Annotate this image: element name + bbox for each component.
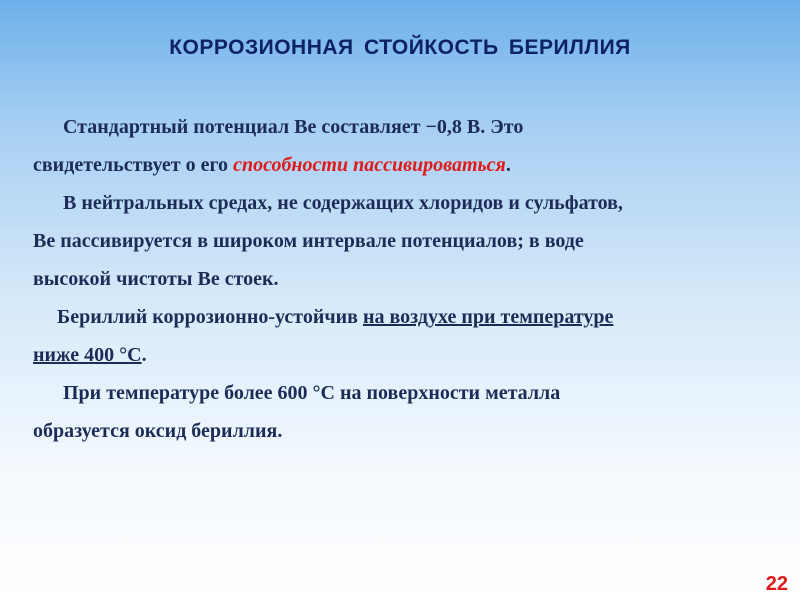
text-span: Be пассивируется в широком интервале потенциалов; в воде	[33, 230, 584, 252]
text-span: При температуре более 600 °С на поверхности металла	[63, 382, 561, 404]
underlined-text: на воздухе при температуре	[362, 306, 614, 328]
text-span: Стандартный потенциал Be составляет −0,8 В. Это	[63, 116, 524, 138]
slide-body	[33, 108, 753, 450]
text-span: образуется оксид бериллия.	[33, 420, 283, 442]
text-span: .	[505, 154, 511, 176]
paragraph-line	[33, 298, 753, 336]
paragraph-line	[33, 336, 753, 374]
text-span: высокой чистоты Be стоек.	[33, 268, 279, 290]
paragraph-neutral-media	[33, 184, 753, 298]
paragraph-air-resistance	[33, 298, 753, 374]
paragraph-line	[33, 222, 753, 260]
paragraph-line	[33, 260, 753, 298]
highlight-passivation: способности пассивироваться	[233, 154, 506, 176]
paragraph-line	[33, 184, 753, 222]
slide-title: КОРРОЗИОННАЯ СТОЙКОСТЬ БЕРИЛЛИЯ	[169, 36, 631, 59]
page-number: 22	[765, 573, 788, 595]
paragraph-line	[33, 412, 753, 450]
paragraph-line	[33, 108, 753, 146]
text-span: .	[141, 344, 147, 366]
paragraph-potential	[33, 108, 753, 184]
underlined-text: ниже 400 °С	[33, 344, 142, 366]
paragraph-oxide	[33, 374, 753, 450]
text-span: Бериллий коррозионно-устойчив	[57, 306, 363, 328]
text-span: свидетельствует о его	[33, 154, 234, 176]
text-span: В нейтральных средах, не содержащих хлоридов и сульфатов,	[63, 192, 623, 214]
paragraph-line	[33, 374, 753, 412]
paragraph-line	[33, 146, 753, 184]
